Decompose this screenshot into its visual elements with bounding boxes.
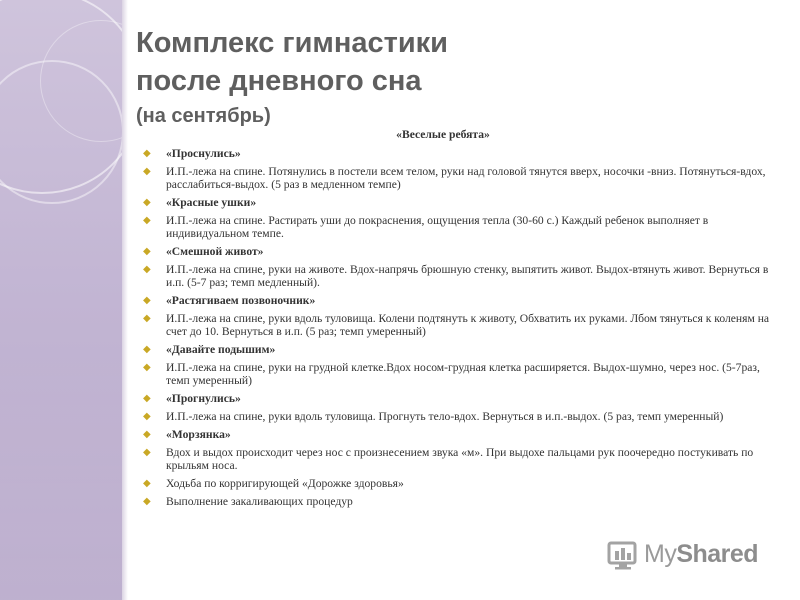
item-text: Вдох и выдох происходит через нос с произнесением звука «м». При выдохе пальцами рук поочередно постукивать по крыльям носа. <box>166 446 754 472</box>
bullet-icon: ◆ <box>143 264 151 275</box>
myshared-watermark <box>606 536 776 572</box>
decorative-stripe <box>0 340 122 600</box>
title-line-2: после дневного сна <box>136 65 422 97</box>
item-text: «Давайте подышим» <box>166 343 276 356</box>
decorative-side-band <box>0 0 122 600</box>
exercise-title <box>143 392 783 405</box>
exercise-list <box>143 147 783 508</box>
title-line-1: Комплекс гимнастики <box>136 27 448 59</box>
exercise-title <box>143 428 783 441</box>
item-text: И.П.-лежа на спине. Растирать уши до покраснения, ощущения тепла (30-60 с.) Каждый ребенок выполняет в индивидуальном темпе. <box>166 214 709 240</box>
watermark-text <box>644 540 758 569</box>
slide-content <box>143 128 783 513</box>
bullet-icon: ◆ <box>143 478 151 489</box>
exercise-description <box>143 312 783 338</box>
item-text: «Проснулись» <box>166 147 241 160</box>
exercise-description <box>143 410 783 423</box>
exercise-description <box>143 495 783 508</box>
myshared-logo-icon <box>606 537 640 571</box>
item-text: И.П.-лежа на спине, руки на грудной клетке.Вдох носом-грудная клетка расширяется. Выдох-шумно, через нос. (5-7раз, темп умеренный) <box>166 361 760 387</box>
item-text: «Красные ушки» <box>166 196 257 209</box>
item-text: Ходьба по корригирующей «Дорожке здоровья» <box>166 477 404 490</box>
item-text: И.П.-лежа на спине, руки вдоль туловища. Прогнуть тело-вдох. Вернуться в и.п.-выдох. (5 раз, темп умеренный) <box>166 410 724 423</box>
title-subtitle: (на сентябрь) <box>136 105 271 127</box>
bullet-icon: ◆ <box>143 148 151 159</box>
watermark-text-b: Shared <box>676 539 759 568</box>
exercise-description <box>143 165 783 191</box>
item-text: «Смешной живот» <box>166 245 264 258</box>
exercise-description <box>143 263 783 289</box>
bullet-icon: ◆ <box>143 166 151 177</box>
bullet-icon: ◆ <box>143 295 151 306</box>
exercise-title <box>143 147 783 160</box>
exercise-title <box>143 343 783 356</box>
bullet-icon: ◆ <box>143 344 151 355</box>
exercise-title <box>143 196 783 209</box>
content-subtitle: «Веселые ребята» <box>396 128 490 141</box>
item-text: «Морзянка» <box>166 428 231 441</box>
exercise-description <box>143 477 783 490</box>
bullet-icon: ◆ <box>143 496 151 507</box>
bullet-icon: ◆ <box>143 429 151 440</box>
bullet-icon: ◆ <box>143 313 151 324</box>
bullet-icon: ◆ <box>143 246 151 257</box>
item-text: Выполнение закаливающих процедур <box>166 495 353 508</box>
bullet-icon: ◆ <box>143 362 151 373</box>
band-edge-shadow <box>122 0 128 600</box>
slide-title <box>136 24 776 130</box>
bullet-icon: ◆ <box>143 215 151 226</box>
bullet-icon: ◆ <box>143 197 151 208</box>
exercise-title <box>143 294 783 307</box>
bullet-icon: ◆ <box>143 411 151 422</box>
item-text: И.П.-лежа на спине. Потянулись в постели всем телом, руки над головой тянутся вверх, носочки -вниз. Потянуться-вдох, расслабиться-выдох. (5 раз в медленном темпе) <box>166 165 766 191</box>
exercise-description <box>143 446 783 472</box>
item-text: «Прогнулись» <box>166 392 241 405</box>
watermark-text-a: My <box>644 539 677 568</box>
bullet-icon: ◆ <box>143 393 151 404</box>
exercise-title <box>143 245 783 258</box>
exercise-description <box>143 214 783 240</box>
item-text: «Растягиваем позвоночник» <box>166 294 316 307</box>
exercise-description <box>143 361 783 387</box>
item-text: И.П.-лежа на спине, руки вдоль туловища. Колени подтянуть к животу, Обхватить их руками. Лбом тянуться к коленям на счет до 10. Вернуться в и.п. (5 раз; темп умеренный) <box>166 312 770 338</box>
bullet-icon: ◆ <box>143 447 151 458</box>
item-text: И.П.-лежа на спине, руки на животе. Вдох-напрячь брюшную стенку, выпятить живот. Выдох-втянуть живот. Вернуться в и.п. (5-7 раз; темп медленный). <box>166 263 769 289</box>
